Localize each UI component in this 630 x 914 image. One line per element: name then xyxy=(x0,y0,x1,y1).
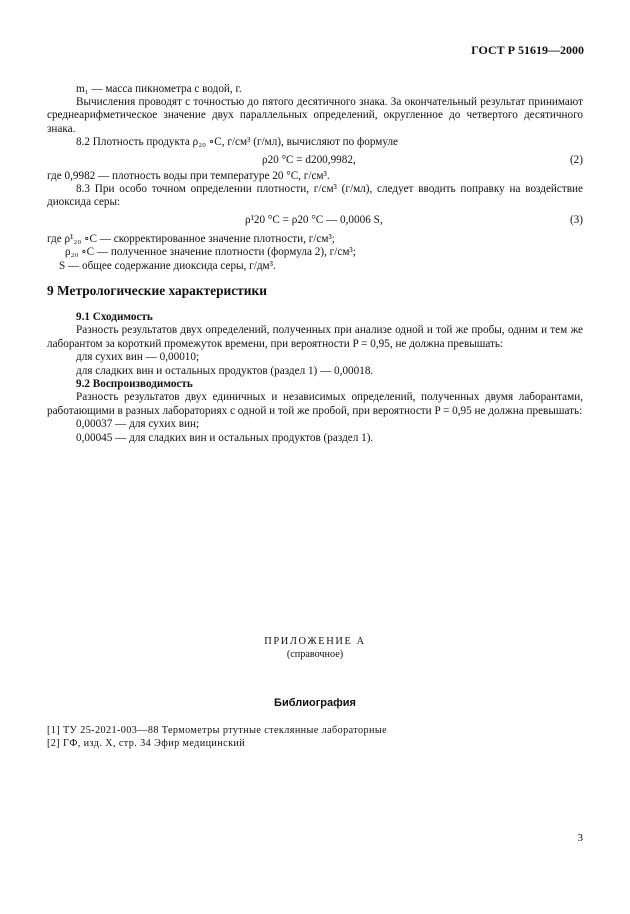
where-3-line-3: S — общее содержание диоксида серы, г/дм³. xyxy=(59,259,276,272)
bibliography-item-2: [2] ГФ, изд. Х, стр. 34 Эфир медицинский xyxy=(47,738,246,749)
formula-3: ρ¹20 °C = ρ20 °C — 0,0006 S, xyxy=(245,214,383,226)
m1-line: m₁ — масса пикнометра с водой, г. xyxy=(76,83,242,95)
page-number: 3 xyxy=(577,832,583,844)
section-9-1-title: 9.1 Сходимость xyxy=(76,311,153,323)
clause-8-2-block xyxy=(47,136,583,149)
bibliography-heading: Библиография xyxy=(274,697,356,709)
bibliography-item-1: [1] ТУ 25-2021-003—88 Термометры ртутные стеклянные лабораторные xyxy=(47,725,388,736)
where-3-line-2: ρ₂₀ ∘С — полученное значение плотности (формула 2), г/см³; xyxy=(65,246,356,259)
appendix-subtitle: (справочное) xyxy=(286,649,344,660)
where-2-block xyxy=(47,170,583,183)
section-9-2-title: 9.2 Воспроизводимость xyxy=(76,378,193,391)
section-9-1-dry: для сухих вин — 0,00010; xyxy=(76,351,200,364)
calc-paragraph: Вычисления проводят с точностью до пятого десятичного знака. За окончательный результат принимают среднеарифметическое значение двух параллельных определений, округленное до четвертого десятичного знака. xyxy=(47,96,583,135)
formula-2: ρ20 °C = d200,9982, xyxy=(262,154,356,166)
section-9-1-sweet: для сладких вин и остальных продуктов (раздел 1) — 0,00018. xyxy=(76,364,374,377)
where-2: где 0,9982 — плотность воды при температуре 20 °С, г/см³. xyxy=(47,170,330,182)
where-3-line-1: где ρ¹₂₀ ∘С — скорректированное значение плотности, г/см³; xyxy=(47,233,335,245)
where-3-block xyxy=(47,233,583,273)
equation-number-2: (2) xyxy=(569,154,583,166)
m1-definition xyxy=(47,83,583,96)
document-header: ГОСТ Р 51619—2000 xyxy=(471,43,584,57)
section-9-2-dry: 0,00037 — для сухих вин; xyxy=(76,418,200,431)
section-9-2-text: Разность результатов двух единичных и независимых определений, полученных двумя лаборантами, работающими в разных лабораториях с одной и той же пробой, при вероятности P = 0,95 не должна превышать: xyxy=(47,391,583,417)
section-9-1-block xyxy=(47,311,583,445)
section-9-2-sweet: 0,00045 — для сладких вин и остальных продуктов (раздел 1). xyxy=(76,431,374,444)
clause-8-3: 8.3 При особо точном определении плотности, г/см³ (г/мл), следует вводить поправку на воздействие диоксида серы: xyxy=(47,183,583,209)
clause-8-3-block xyxy=(47,183,583,210)
appendix-title: ПРИЛОЖЕНИЕ А xyxy=(264,636,366,647)
equation-number-3: (3) xyxy=(569,214,583,226)
clause-8-2: 8.2 Плотность продукта ρ₂₀ ∘С, г/см³ (г/мл), вычисляют по формуле xyxy=(76,136,398,148)
calc-paragraph-block xyxy=(47,96,583,136)
section-9-heading: 9 Метрологические характеристики xyxy=(47,283,267,298)
section-9-1-text: Разность результатов двух определений, полученных при анализе одной и той же пробы, одним и тем же лаборантом за короткий промежуток времени, при вероятности P = 0,95, не должна превышать: xyxy=(47,324,583,350)
